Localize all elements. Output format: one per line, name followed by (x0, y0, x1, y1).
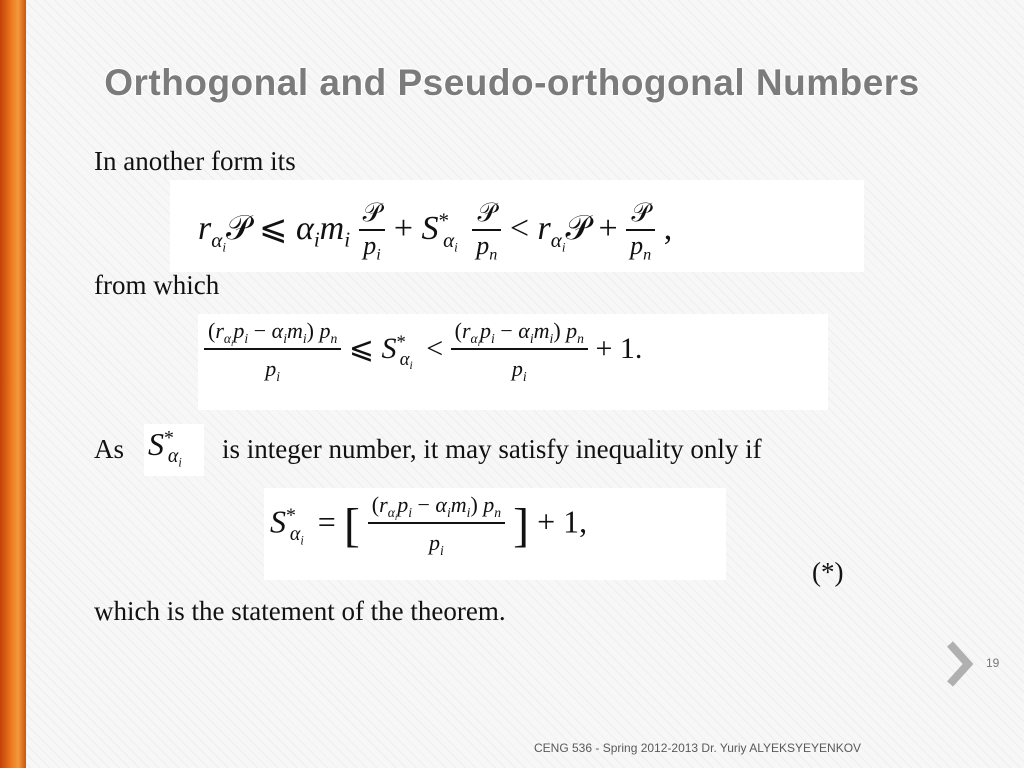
inline-symbol-s-star: $S^*_{\alpha_i}$ (144, 424, 204, 476)
text-line-2: from which (94, 270, 220, 300)
equation-2: $\frac{(r_{\alpha_i}p_i - \alpha_im_i) p_n}{p_i}$ ⩽ $S^*_{\alpha_i}$ < $\frac{(r_{\alpha_i}p_i - \alpha_im_i) p_n}{p_i}$ + 1. (198, 314, 828, 410)
equation-label: (*) (812, 557, 844, 587)
equation-1: $r_{\alpha_i}𝒫$ ⩽ $\alpha_im_i$ $\frac{\text{𝒫}}{p_i}$ + $S^*_{\alpha_i}$ $\frac{\text{𝒫}}{p_n}$ < $r_{\alpha_i}𝒫$ + $\frac{\text{𝒫}}{p_n}$ , (170, 180, 864, 272)
page-number: 19 (986, 656, 1000, 670)
footer-text: CENG 536 - Spring 2012-2013 Dr. Yuriy ALYEKSYEYENKOV (534, 741, 862, 755)
text-line-3-rest: is integer number, it may satisfy inequality only if (222, 434, 762, 464)
equation-3: $S^*_{\alpha_i}$ = [ $\frac{(r_{\alpha_i}p_i - \alpha_im_i) p_n}{p_i}$ ] + 1, (264, 488, 726, 580)
text-line-3-as: As (94, 434, 125, 464)
text-line-1: In another form its (94, 146, 296, 176)
slide-title: Orthogonal and Pseudo-orthogonal Numbers (104, 62, 920, 103)
chevron-right-icon[interactable] (944, 640, 974, 688)
text-line-4: which is the statement of the theorem. (94, 596, 506, 626)
accent-bar (0, 0, 26, 768)
